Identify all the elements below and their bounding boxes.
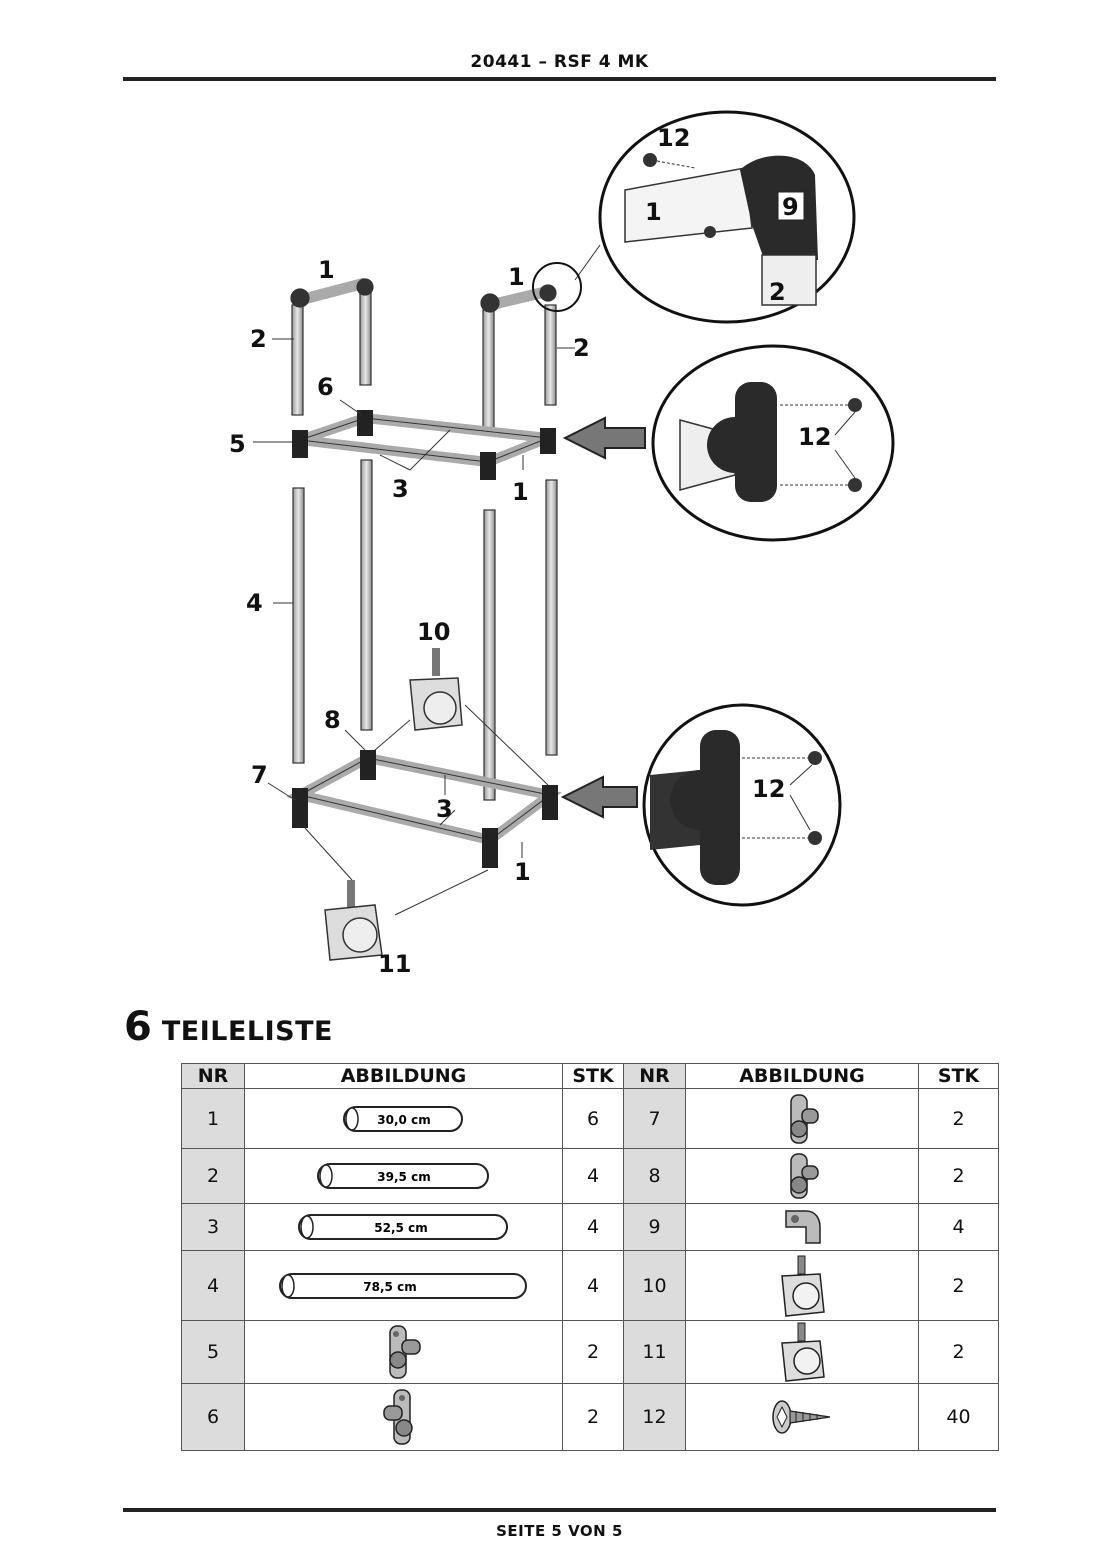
diagram-label-3: 3 xyxy=(392,475,409,503)
screw-icon xyxy=(770,1397,834,1437)
zoom-label-9: 9 xyxy=(782,193,799,221)
tube-length-label: 39,5 cm xyxy=(376,1170,431,1184)
part-image-cell xyxy=(245,1251,563,1321)
caster-top xyxy=(410,648,462,730)
arrow-icon xyxy=(565,418,645,458)
zoom-label-2: 2 xyxy=(769,278,786,306)
tube-icon xyxy=(297,1212,511,1242)
table-row xyxy=(182,1251,999,1321)
part-image-cell xyxy=(686,1089,919,1149)
zoom-label-12: 12 xyxy=(657,124,691,152)
part-nr: 3 xyxy=(182,1204,245,1251)
assembly-diagram xyxy=(0,90,1109,990)
zoom-label-12: 12 xyxy=(798,423,832,451)
part-image-cell xyxy=(245,1149,563,1204)
diagram-label-1: 1 xyxy=(512,478,529,506)
zoom-detail-cross-top xyxy=(653,346,893,540)
diagram-label-5: 5 xyxy=(229,430,246,458)
part-nr: 9 xyxy=(624,1204,686,1251)
diagram-label-4: 4 xyxy=(246,589,263,617)
table-row xyxy=(182,1384,999,1451)
detail-marker xyxy=(533,263,581,311)
part-qty: 2 xyxy=(563,1384,624,1451)
tee-connector-icon xyxy=(782,1091,822,1147)
part-nr: 12 xyxy=(624,1384,686,1451)
part-image-cell xyxy=(245,1321,563,1384)
part-nr: 7 xyxy=(624,1089,686,1149)
part-qty: 6 xyxy=(563,1089,624,1149)
caster-wheel-icon xyxy=(774,1321,830,1383)
zoom-label-1: 1 xyxy=(645,198,662,226)
part-qty: 2 xyxy=(919,1089,999,1149)
part-qty: 2 xyxy=(919,1149,999,1204)
diagram-label-1: 1 xyxy=(318,256,335,284)
diagram-label-1: 1 xyxy=(508,263,525,291)
part-image-cell xyxy=(686,1384,919,1451)
table-row xyxy=(182,1089,999,1149)
section-heading xyxy=(124,1004,333,1050)
diagram-label-11: 11 xyxy=(378,950,412,978)
col-header-abbildung: ABBILDUNG xyxy=(245,1064,563,1089)
arrow-icon xyxy=(563,777,637,817)
parts-table xyxy=(181,1063,999,1451)
section-title: TEILELISTE xyxy=(161,1016,333,1047)
caster-bottom xyxy=(325,880,382,960)
part-nr: 11 xyxy=(624,1321,686,1384)
footer-rule xyxy=(123,1508,996,1512)
tube-icon xyxy=(316,1161,492,1191)
diagram-label-2: 2 xyxy=(250,325,267,353)
middle-frame xyxy=(292,410,556,480)
part-image-cell xyxy=(686,1204,919,1251)
part-nr: 4 xyxy=(182,1251,245,1321)
part-nr: 1 xyxy=(182,1089,245,1149)
table-row xyxy=(182,1321,999,1384)
caster-wheel-icon xyxy=(774,1254,830,1318)
part-image-cell xyxy=(686,1149,919,1204)
tee-connector-icon xyxy=(782,1150,822,1202)
header-rule xyxy=(123,77,996,81)
part-qty: 40 xyxy=(919,1384,999,1451)
diagram-label-2: 2 xyxy=(573,334,590,362)
zoom-detail-cross-bottom xyxy=(644,705,840,905)
part-nr: 8 xyxy=(624,1149,686,1204)
page-header-title: 20441 – RSF 4 MK xyxy=(470,52,649,72)
col-header-abbildung: ABBILDUNG xyxy=(686,1064,919,1089)
part-qty: 4 xyxy=(563,1204,624,1251)
table-row xyxy=(182,1149,999,1204)
diagram-label-1: 1 xyxy=(514,858,531,886)
col-header-nr: NR xyxy=(182,1064,245,1089)
part-qty: 2 xyxy=(919,1251,999,1321)
elbow-connector-icon xyxy=(780,1205,824,1249)
part-qty: 4 xyxy=(919,1204,999,1251)
part-nr: 5 xyxy=(182,1321,245,1384)
diagram-label-7: 7 xyxy=(251,761,268,789)
part-nr: 10 xyxy=(624,1251,686,1321)
part-image-cell xyxy=(245,1204,563,1251)
diagram-label-6: 6 xyxy=(317,373,334,401)
zoom-label-12: 12 xyxy=(752,775,786,803)
tube-length-label: 52,5 cm xyxy=(373,1221,428,1235)
section-number: 6 xyxy=(124,1004,152,1050)
cross-connector-icon xyxy=(382,1386,426,1448)
part-qty: 2 xyxy=(563,1321,624,1384)
tube-icon xyxy=(278,1271,530,1301)
diagram-label-8: 8 xyxy=(324,706,341,734)
part-qty: 4 xyxy=(563,1149,624,1204)
part-image-cell xyxy=(245,1384,563,1451)
bottom-frame xyxy=(292,750,558,868)
table-header-row xyxy=(182,1064,999,1089)
page-footer: SEITE 5 VON 5 xyxy=(496,1522,623,1540)
zoom-detail-elbow xyxy=(600,112,854,322)
part-nr: 2 xyxy=(182,1149,245,1204)
part-image-cell xyxy=(686,1251,919,1321)
part-qty: 2 xyxy=(919,1321,999,1384)
part-nr: 6 xyxy=(182,1384,245,1451)
col-header-stk: STK xyxy=(563,1064,624,1089)
col-header-nr: NR xyxy=(624,1064,686,1089)
part-image-cell xyxy=(245,1089,563,1149)
col-header-stk: STK xyxy=(919,1064,999,1089)
table-row xyxy=(182,1204,999,1251)
diagram-label-10: 10 xyxy=(417,618,451,646)
part-qty: 4 xyxy=(563,1251,624,1321)
tube-length-label: 78,5 cm xyxy=(362,1279,417,1294)
tube-length-label: 30,0 cm xyxy=(376,1112,431,1127)
cross-connector-icon xyxy=(382,1322,426,1382)
tube-icon xyxy=(342,1104,466,1134)
part-image-cell xyxy=(686,1321,919,1384)
diagram-label-3: 3 xyxy=(436,795,453,823)
